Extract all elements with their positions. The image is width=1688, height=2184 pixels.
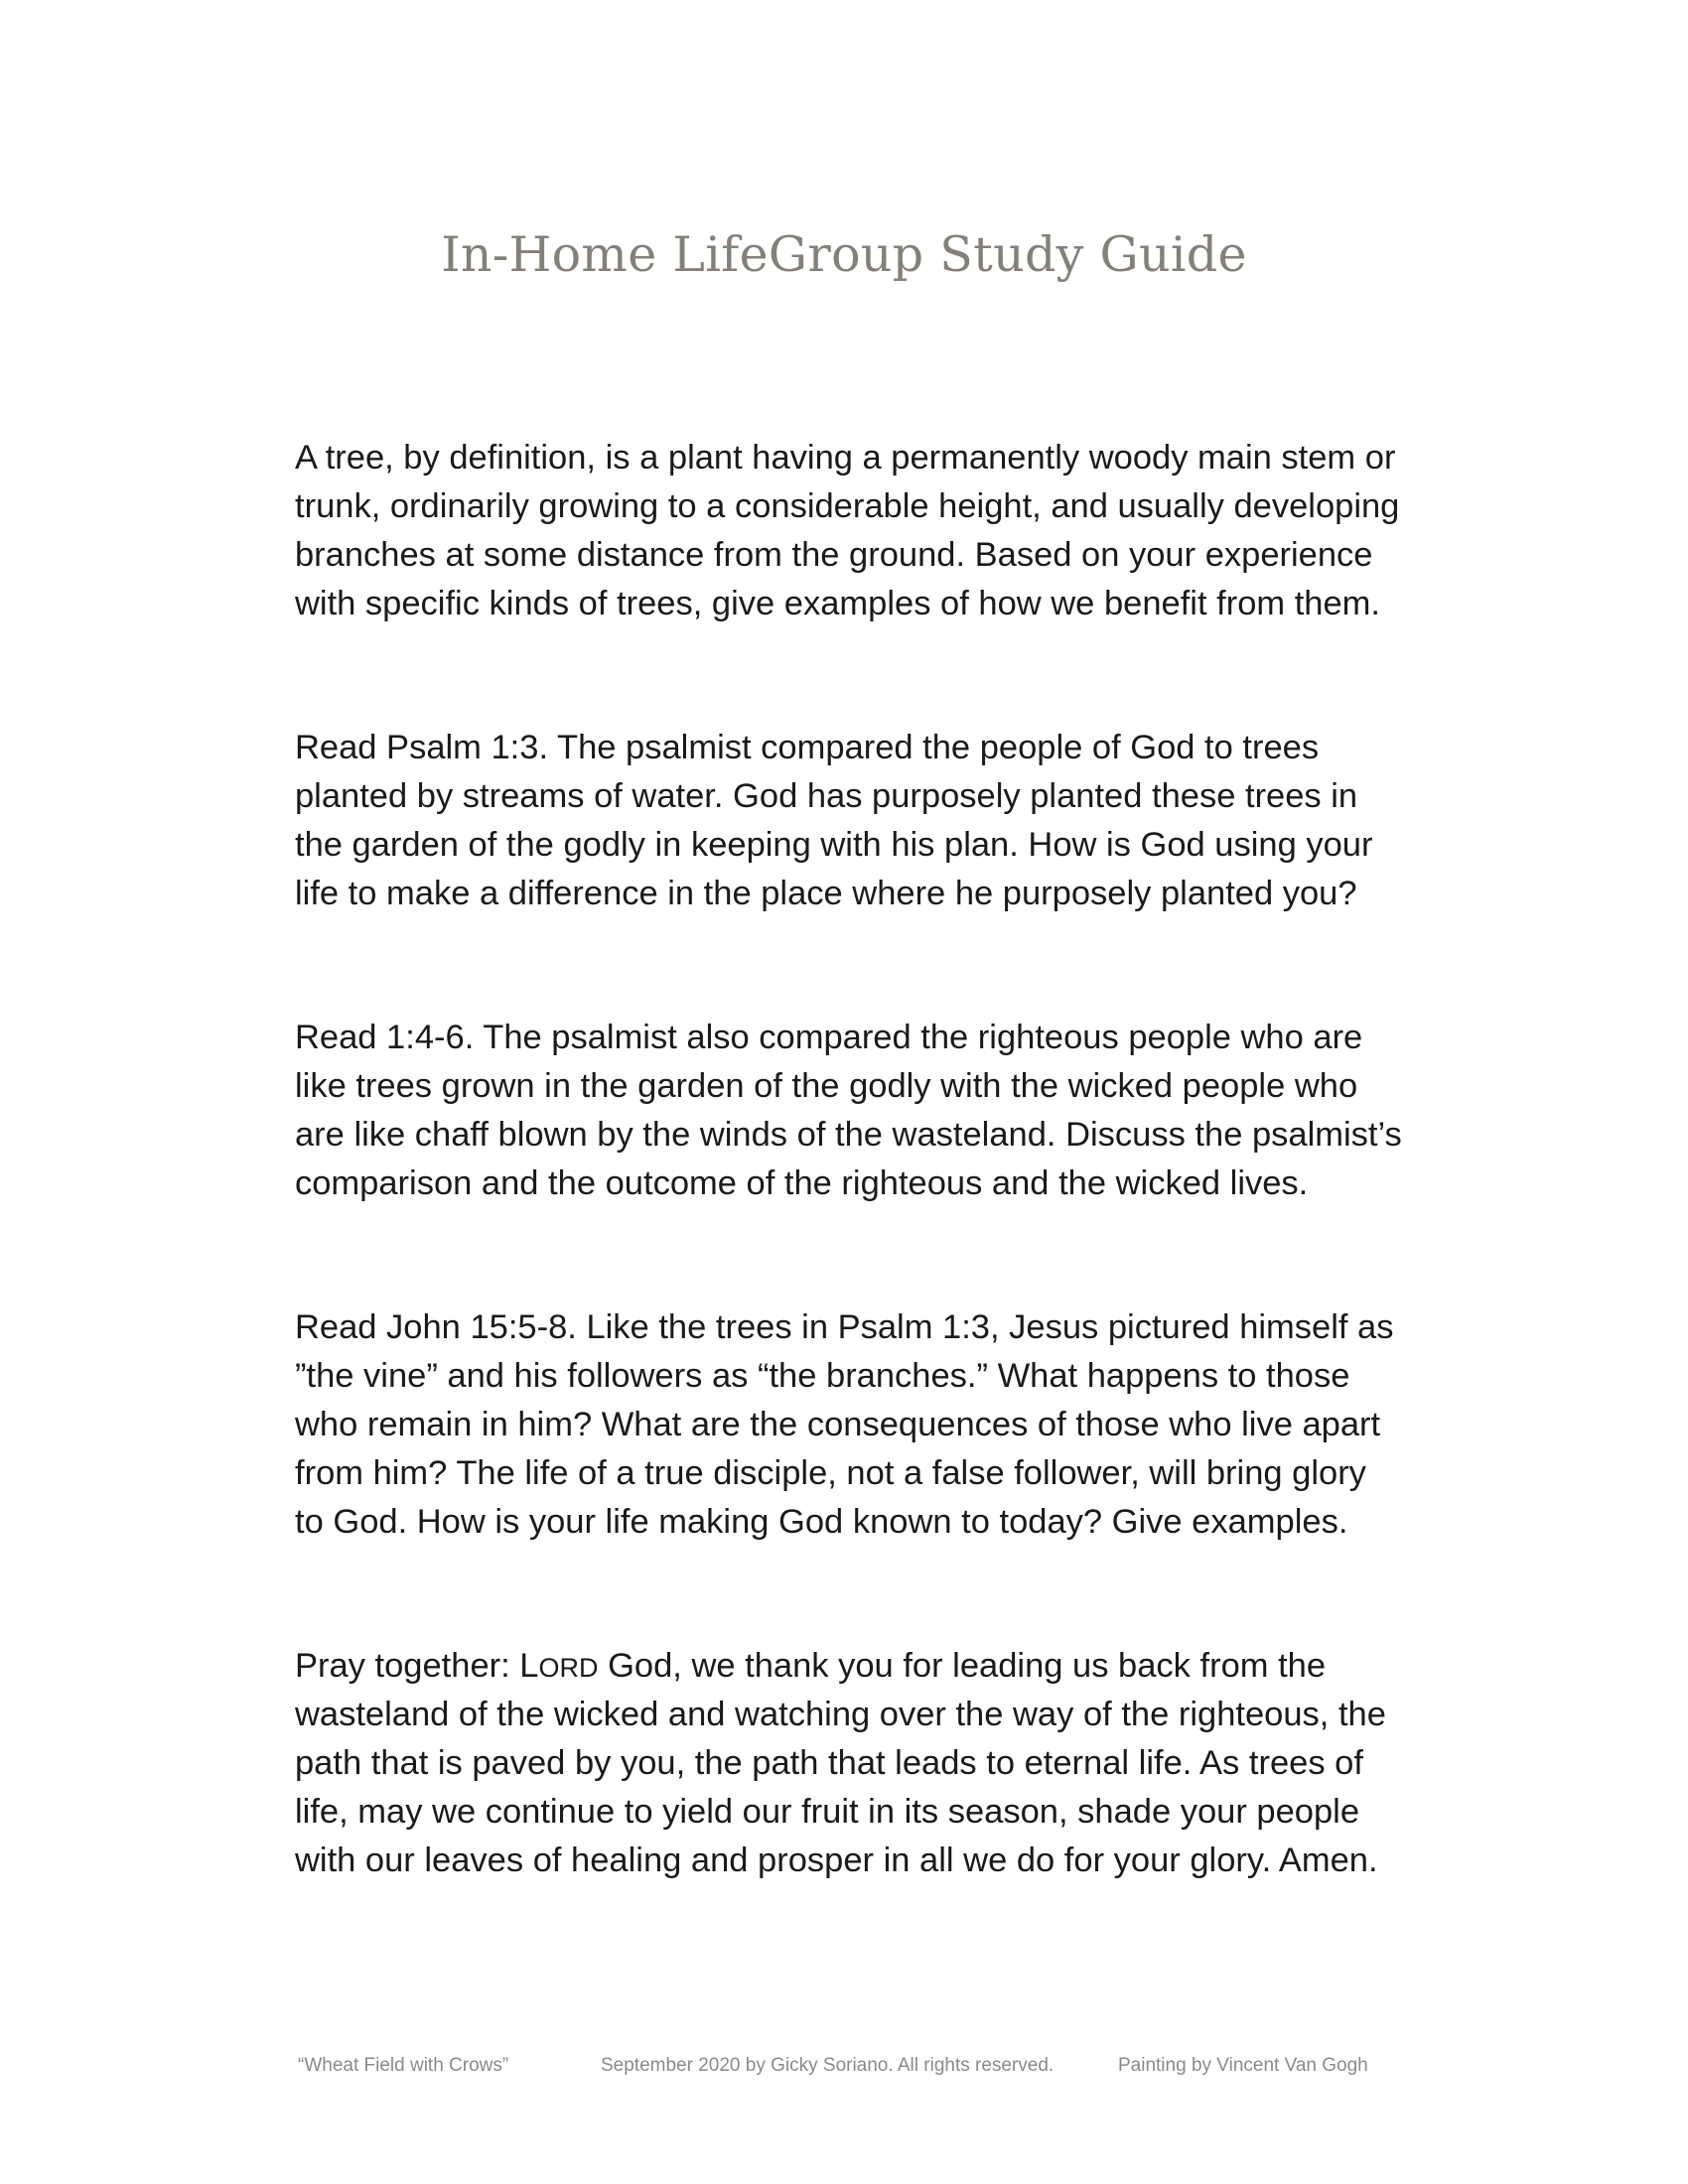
paragraph-line: with specific kinds of trees, give examples of how we benefit from them. — [295, 585, 1380, 622]
paragraph-line: with our leaves of healing and prosper in all we do for your glory. Amen. — [295, 1842, 1378, 1879]
paragraph-line: comparison and the outcome of the righteous and the wicked lives. — [295, 1164, 1309, 1202]
prayer-suffix: God, we thank you for leading us back from the — [598, 1647, 1327, 1685]
prayer-prefix: Pray together: L — [295, 1647, 539, 1685]
paragraph-tree-definition — [295, 434, 1407, 628]
paragraph-line: life to make a difference in the place where he purposely planted you? — [295, 875, 1357, 912]
paragraph-line: Read John 15:5-8. Like the trees in Psalm 1:3, Jesus pictured himself as — [295, 1308, 1394, 1346]
paragraph-prayer — [295, 1642, 1407, 1885]
paragraph-line: wasteland of the wicked and watching over the way of the righteous, the — [295, 1696, 1386, 1733]
paragraph-line: who remain in him? What are the consequences of those who live apart — [295, 1406, 1381, 1443]
paragraph-line: trunk, ordinarily growing to a considerable height, and usually developing — [295, 487, 1400, 525]
paragraph-line: branches at some distance from the ground. Based on your experience — [295, 536, 1373, 574]
paragraph-line: A tree, by definition, is a plant having a permanently woody main stem or — [295, 439, 1396, 477]
paragraph-line: the garden of the godly in keeping with his plan. How is God using your — [295, 826, 1373, 864]
paragraph-line: ”the vine” and his followers as “the branches.” What happens to those — [295, 1357, 1350, 1395]
paragraph-line: are like chaff blown by the winds of the wasteland. Discuss the psalmist’s — [295, 1116, 1402, 1154]
paragraph-line: planted by streams of water. God has purposely planted these trees in — [295, 777, 1358, 815]
prayer-first-line — [295, 1642, 1407, 1691]
paragraph-line: path that is paved by you, the path that leads to eternal life. As trees of — [295, 1744, 1363, 1782]
paragraph-line: Read 1:4-6. The psalmist also compared the righteous people who are — [295, 1019, 1363, 1056]
page-title: In-Home LifeGroup Study Guide — [441, 226, 1247, 283]
paragraph-line: like trees grown in the garden of the godly with the wicked people who — [295, 1067, 1358, 1105]
footer-painting-title: “Wheat Field with Crows” — [298, 2055, 509, 2076]
lord-smallcaps: ORD — [538, 1653, 599, 1683]
paragraph-line: Read Psalm 1:3. The psalmist compared the people of God to trees — [295, 729, 1320, 766]
paragraph-line: life, may we continue to yield our fruit in its season, shade your people — [295, 1793, 1360, 1831]
paragraph-line: to God. How is your life making God known to today? Give examples. — [295, 1503, 1348, 1541]
paragraph-line: from him? The life of a true disciple, not a false follower, will bring glory — [295, 1454, 1366, 1492]
paragraph-psalm-1-3 — [295, 724, 1407, 918]
paragraph-psalm-1-4-6 — [295, 1014, 1407, 1208]
footer-painting-credit: Painting by Vincent Van Gogh — [1118, 2055, 1368, 2076]
footer-copyright: September 2020 by Gicky Soriano. All rights reserved. — [601, 2055, 1055, 2076]
paragraph-john-15 — [295, 1303, 1407, 1547]
